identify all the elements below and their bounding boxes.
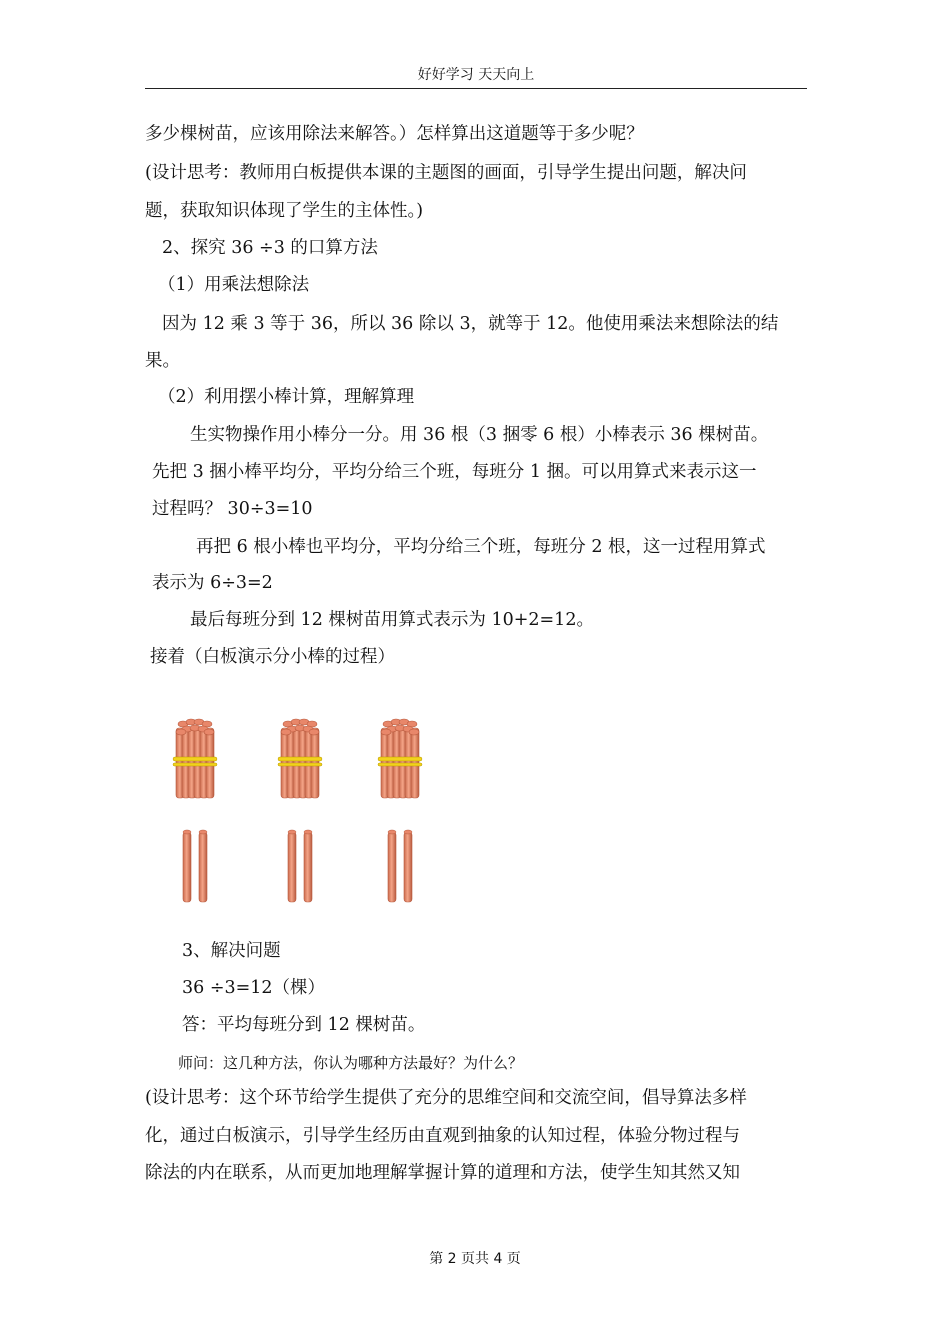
loose-stick <box>183 830 191 902</box>
loose-stick <box>404 830 412 902</box>
paragraph-line: 表示为 6÷3=2 <box>152 573 273 593</box>
loose-stick <box>304 830 312 902</box>
teacher-question: 师问：这几种方法，你认为哪种方法最好？为什么？ <box>178 1054 524 1072</box>
paragraph-line: 化，通过白板演示，引导学生经历由直观到抽象的认知过程，体验分物过程与 <box>145 1126 740 1146</box>
loose-stick <box>388 830 396 902</box>
stick-bundle <box>378 719 422 798</box>
stick-bundle <box>173 719 217 798</box>
sticks-illustration <box>160 710 460 910</box>
stick-bundle <box>278 719 322 798</box>
page-header: 好好学习 天天向上 <box>417 67 535 83</box>
subsection-heading: （1）用乘法想除法 <box>158 275 310 295</box>
paragraph-line: 接着（白板演示分小棒的过程） <box>150 647 395 667</box>
subsection-heading: （2）利用摆小棒计算，理解算理 <box>158 387 415 407</box>
page-footer: 第 2 页共 4 页 <box>429 1251 521 1267</box>
paragraph-line: 再把 6 根小棒也平均分，平均分给三个班，每班分 2 根，这一过程用算式 <box>196 537 766 557</box>
paragraph-line: 先把 3 捆小棒平均分，平均分给三个班，每班分 1 捆。可以用算式来表示这一 <box>152 462 757 482</box>
answer-line: 答：平均每班分到 12 棵树苗。 <box>182 1015 426 1035</box>
paragraph-line: 生实物操作用小棒分一分。用 36 根（3 捆零 6 根）小棒表示 36 棵树苗。 <box>190 425 769 445</box>
loose-stick <box>288 830 296 902</box>
paragraph-line: 最后每班分到 12 棵树苗用算式表示为 10+2=12。 <box>190 610 594 630</box>
header-divider <box>145 88 807 89</box>
equation-line: 36 ÷3=12（棵） <box>182 978 326 998</box>
paragraph-line: 题，获取知识体现了学生的主体性。) <box>145 201 424 221</box>
paragraph-line: 果。 <box>145 351 180 371</box>
section-heading: 3、解决问题 <box>182 941 281 961</box>
paragraph-line: 过程吗？ 30÷3=10 <box>152 499 313 519</box>
paragraph-line: 除法的内在联系，从而更加地理解掌握计算的道理和方法，使学生知其然又知 <box>145 1163 740 1183</box>
paragraph-line: (设计思考：教师用白板提供本课的主题图的画面，引导学生提出问题，解决问 <box>145 163 747 183</box>
paragraph-line: 多少棵树苗，应该用除法来解答。）怎样算出这道题等于多少呢？ <box>145 124 644 144</box>
paragraph-line: (设计思考：这个环节给学生提供了充分的思维空间和交流空间，倡导算法多样 <box>145 1088 747 1108</box>
section-heading: 2、探究 36 ÷3 的口算方法 <box>162 238 378 258</box>
loose-stick <box>199 830 207 902</box>
paragraph-line: 因为 12 乘 3 等于 36，所以 36 除以 3，就等于 12。他使用乘法来想除法的结 <box>162 314 779 334</box>
